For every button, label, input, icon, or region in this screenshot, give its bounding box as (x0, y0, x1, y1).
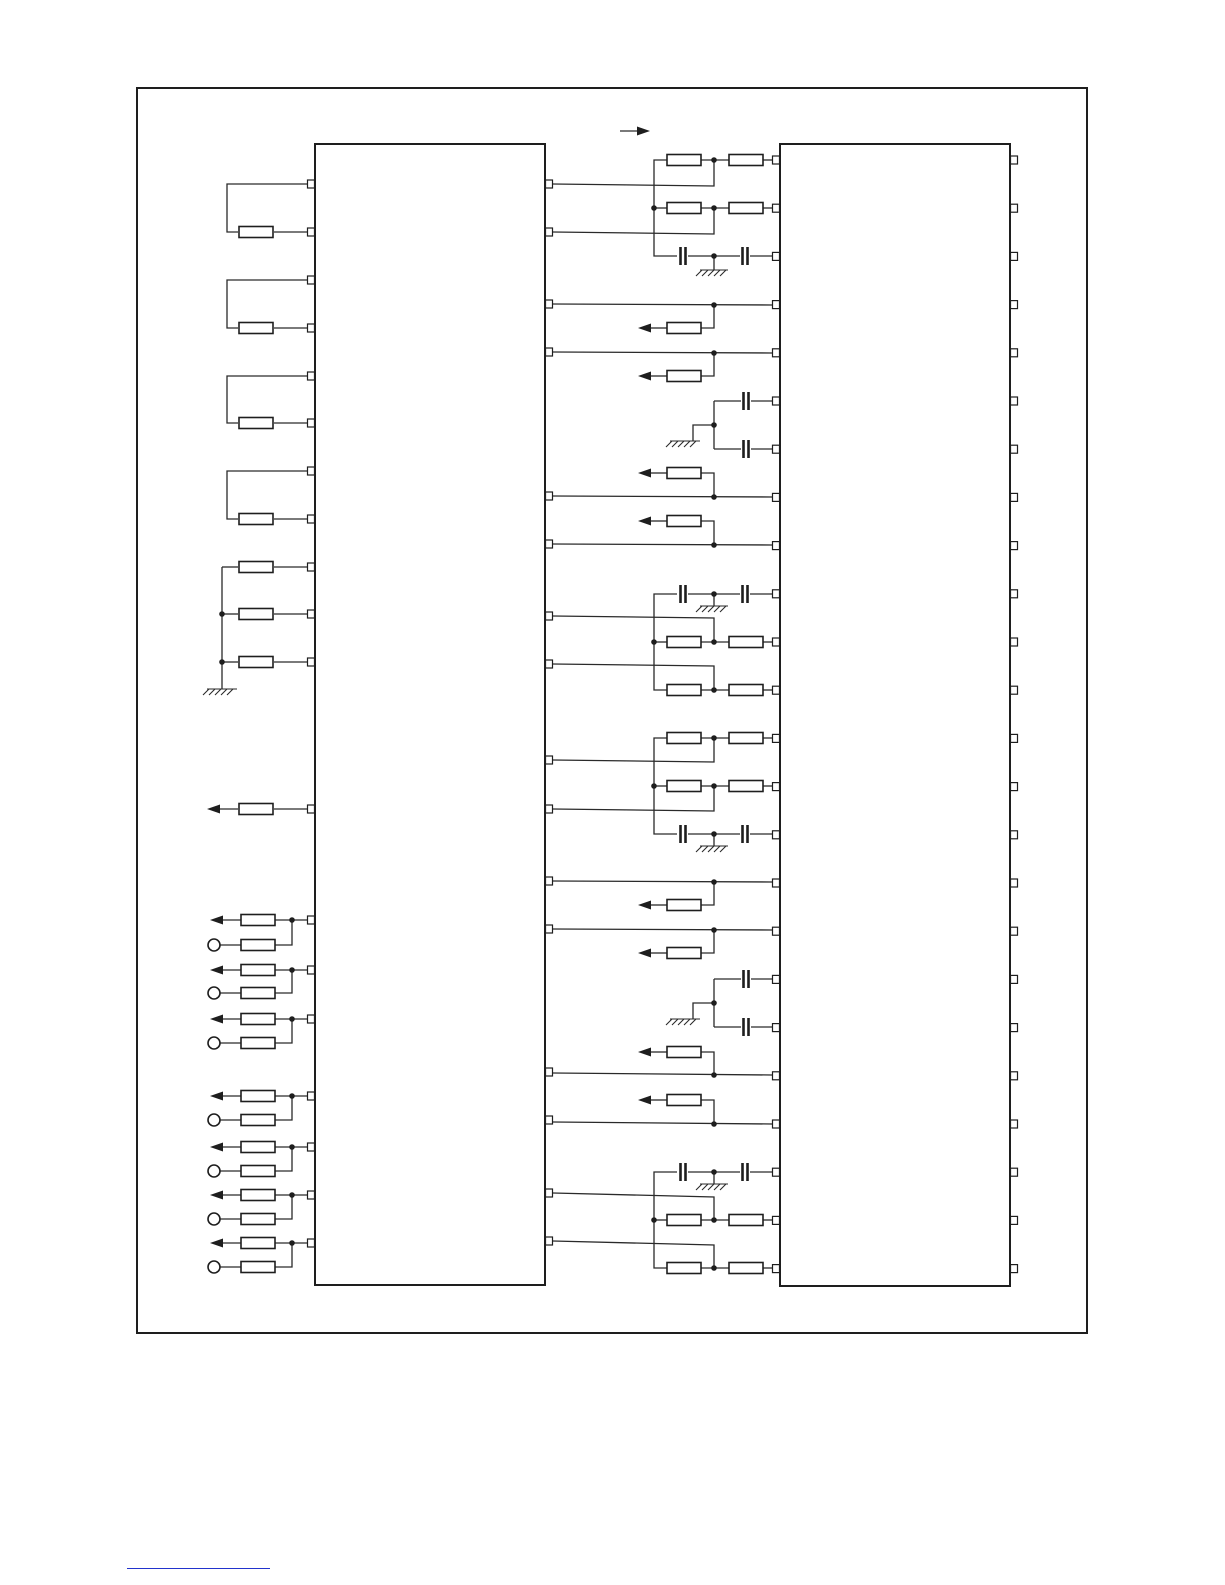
ic-pin (773, 156, 780, 164)
ic-pin (308, 1092, 315, 1100)
ic-pin (773, 686, 780, 694)
signal-arrow-head (210, 1143, 223, 1152)
ic-pin (546, 1237, 553, 1245)
wire (275, 970, 292, 993)
wire (553, 352, 772, 353)
ic-pin (773, 252, 780, 260)
junction-dot (289, 967, 295, 973)
junction-dot (711, 687, 717, 693)
capacitors (681, 247, 749, 1181)
signal-arrow-head (638, 324, 651, 333)
ground-hatch (708, 846, 714, 852)
resistor (667, 637, 701, 648)
ic-pin (308, 1015, 315, 1023)
ic-pin (773, 1265, 780, 1273)
resistor (729, 685, 763, 696)
wire (693, 1003, 714, 1019)
resistor (241, 1038, 275, 1049)
ground-hatch (702, 846, 708, 852)
ic-pin (773, 1216, 780, 1224)
ic-pin (546, 348, 553, 356)
junction-dot (289, 1093, 295, 1099)
wire (553, 304, 772, 305)
resistor (729, 733, 763, 744)
ground-hatch (702, 270, 708, 276)
ic-pin (1011, 831, 1018, 839)
ground-hatch (708, 270, 714, 276)
ic-pin (773, 831, 780, 839)
ground-hatch (708, 606, 714, 612)
ic-pin (1011, 590, 1018, 598)
wire (227, 184, 307, 232)
direction-head (637, 127, 650, 136)
signal-arrow-head (638, 469, 651, 478)
junction-dot (289, 1240, 295, 1246)
junction-dot (711, 639, 717, 645)
ic-pin (773, 493, 780, 501)
ic-pin (546, 300, 553, 308)
resistor (241, 1190, 275, 1201)
junction-dot (289, 917, 295, 923)
resistor (241, 915, 275, 926)
ic-pin (1011, 1072, 1018, 1080)
resistor (241, 1238, 275, 1249)
ground-hatch (678, 441, 684, 447)
ic-pin (546, 877, 553, 885)
ground-hatch (696, 606, 702, 612)
ground-hatch (696, 1184, 702, 1190)
left-ic-box (315, 144, 545, 1285)
resistor (241, 1262, 275, 1273)
junction-dot (711, 1169, 717, 1175)
junction-dot (289, 1016, 295, 1022)
terminal-circle (208, 1165, 220, 1177)
ic-pin (773, 204, 780, 212)
ic-pin (773, 1024, 780, 1032)
ic-pin (773, 1168, 780, 1176)
ic-pin (308, 610, 315, 618)
ground-hatch (720, 1184, 726, 1190)
ic-pin (1011, 734, 1018, 742)
ic-pin (1011, 493, 1018, 501)
ground-hatch (714, 270, 720, 276)
resistor (667, 733, 701, 744)
resistor (239, 227, 273, 238)
signal-arrow-head (210, 1092, 223, 1101)
wire (553, 1073, 772, 1075)
ic-pin (773, 349, 780, 357)
ic-pin (773, 734, 780, 742)
junction-dot (711, 1072, 717, 1078)
ground-hatch (666, 441, 672, 447)
resistor (667, 155, 701, 166)
ic-pin (308, 563, 315, 571)
junction-dot (711, 879, 717, 885)
resistor (667, 781, 701, 792)
ic-pin (546, 1189, 553, 1197)
ground-hatch (672, 441, 678, 447)
junction-dot (711, 1265, 717, 1271)
signal-arrow-head (207, 805, 220, 814)
resistor (729, 781, 763, 792)
resistor (241, 1115, 275, 1126)
ic-pin (1011, 975, 1018, 983)
wire (275, 1195, 292, 1219)
signal-arrow-head (210, 1239, 223, 1248)
ic-pin (773, 927, 780, 935)
ic-pin (1011, 638, 1018, 646)
wire (701, 882, 714, 905)
resistor (667, 948, 701, 959)
wire (275, 1243, 292, 1267)
wire (693, 425, 714, 441)
wire (701, 473, 714, 497)
direction-arrow (620, 127, 650, 136)
resistor (241, 1091, 275, 1102)
right-ic-box (780, 144, 1010, 1286)
ic-pin (773, 397, 780, 405)
terminal-circle (208, 939, 220, 951)
ic-pin (308, 419, 315, 427)
resistor (729, 1215, 763, 1226)
ic-pin (1011, 1216, 1018, 1224)
ic-pin (1011, 879, 1018, 887)
ground-hatch (702, 606, 708, 612)
junction-dot (651, 783, 657, 789)
ic-pin (1011, 1168, 1018, 1176)
ic-pin (546, 492, 553, 500)
signal-arrow-head (638, 372, 651, 381)
resistor (239, 323, 273, 334)
ic-pin (773, 783, 780, 791)
resistor (667, 1047, 701, 1058)
ic-pin (1011, 445, 1018, 453)
ground-hatch (690, 441, 696, 447)
ic-pin (1011, 686, 1018, 694)
ic-pin (308, 467, 315, 475)
terminal-circle (208, 1037, 220, 1049)
resistor (667, 900, 701, 911)
junction-dot (651, 205, 657, 211)
junction-dot (651, 639, 657, 645)
wire (553, 544, 772, 545)
ic-pin (773, 445, 780, 453)
resistor (729, 155, 763, 166)
junction-dot (711, 422, 717, 428)
ic-pin (546, 180, 553, 188)
ground-hatch (702, 1184, 708, 1190)
ground-hatch (696, 846, 702, 852)
junction-dot (711, 783, 717, 789)
ic-pin (773, 879, 780, 887)
signal-arrow-head (210, 1191, 223, 1200)
ic-pin (308, 180, 315, 188)
wire (275, 1096, 292, 1120)
ic-pin (1011, 397, 1018, 405)
resistor (667, 203, 701, 214)
junction-dot (711, 302, 717, 308)
ground-hatch (708, 1184, 714, 1190)
ic-pin (773, 590, 780, 598)
junction-dot (711, 157, 717, 163)
resistor (729, 1263, 763, 1274)
ic-pin (546, 228, 553, 236)
junction-dot (219, 611, 225, 617)
resistor (729, 203, 763, 214)
ground-hatch (714, 606, 720, 612)
resistor (667, 1215, 701, 1226)
junction-dot (711, 927, 717, 933)
ic-pin (1011, 349, 1018, 357)
signal-arrow-head (210, 966, 223, 975)
wire (701, 353, 714, 376)
ic-pin (308, 1239, 315, 1247)
ic-pin (308, 276, 315, 284)
terminals (208, 939, 220, 1273)
ic-pin (546, 805, 553, 813)
ground-hatch (203, 689, 209, 695)
wire (227, 280, 307, 328)
signal-arrow-head (210, 916, 223, 925)
wire (275, 1019, 292, 1043)
ic-pin (308, 228, 315, 236)
ic-pin (773, 638, 780, 646)
ground-hatch (720, 606, 726, 612)
ground-hatch (720, 846, 726, 852)
ground-hatch (666, 1019, 672, 1025)
terminal-circle (208, 1114, 220, 1126)
ic-pin (1011, 301, 1018, 309)
signal-arrow-head (210, 1015, 223, 1024)
ic-pin (546, 756, 553, 764)
resistor (729, 637, 763, 648)
resistor (241, 940, 275, 951)
ic-pin (773, 975, 780, 983)
ground-hatch (672, 1019, 678, 1025)
junction-dot (711, 591, 717, 597)
ic-pin (308, 1191, 315, 1199)
ic-pin (1011, 783, 1018, 791)
resistor (239, 609, 273, 620)
ic-pin (308, 916, 315, 924)
ic-pin (1011, 156, 1018, 164)
ground-hatch (684, 1019, 690, 1025)
junction-dot (711, 542, 717, 548)
footer-link-underline[interactable] (127, 1568, 270, 1569)
resistor (667, 685, 701, 696)
ic-pin (546, 1116, 553, 1124)
wire (553, 496, 772, 497)
resistor (667, 1095, 701, 1106)
ground-hatch (209, 689, 215, 695)
ground-hatch (714, 846, 720, 852)
ic-pin (1011, 1024, 1018, 1032)
ground-hatch (215, 689, 221, 695)
ground-hatch (696, 270, 702, 276)
junction-dot (651, 1217, 657, 1223)
ic-pin (308, 1143, 315, 1151)
resistor (241, 965, 275, 976)
ic-pin (546, 612, 553, 620)
junction-dot (289, 1192, 295, 1198)
junction-dot (711, 1000, 717, 1006)
wire (701, 305, 714, 328)
ground-hatch (690, 1019, 696, 1025)
wire (227, 471, 307, 519)
ic-pin (1011, 542, 1018, 550)
signal-arrow-head (638, 1096, 651, 1105)
ic-pin (1011, 927, 1018, 935)
resistor (667, 371, 701, 382)
resistor (239, 562, 273, 573)
ic-pin (308, 805, 315, 813)
junction-dot (711, 735, 717, 741)
junction-dot (711, 494, 717, 500)
ic-pin (1011, 1120, 1018, 1128)
wire (701, 1100, 714, 1124)
ground-hatch (720, 270, 726, 276)
ic-pin (773, 1072, 780, 1080)
junction-dot (289, 1144, 295, 1150)
ic-pin (546, 1068, 553, 1076)
resistor (239, 418, 273, 429)
wire (701, 930, 714, 953)
wire (553, 929, 772, 930)
ic-pin (308, 966, 315, 974)
junction-dot (711, 831, 717, 837)
signal-arrow-head (638, 1048, 651, 1057)
ic-pin (308, 515, 315, 523)
junction-dot (219, 659, 225, 665)
ic-pin (546, 540, 553, 548)
ic-pin (308, 324, 315, 332)
resistor (241, 1142, 275, 1153)
ic-pin (1011, 1265, 1018, 1273)
ground-hatch (684, 441, 690, 447)
resistor (239, 514, 273, 525)
ground-hatch (221, 689, 227, 695)
junction-dot (711, 205, 717, 211)
wire (275, 920, 292, 945)
resistor (241, 1166, 275, 1177)
resistor (241, 1214, 275, 1225)
ic-pin (1011, 252, 1018, 260)
signal-arrow-head (638, 949, 651, 958)
ic-pin (308, 372, 315, 380)
ic-pin (773, 301, 780, 309)
signal-arrow-head (638, 517, 651, 526)
ic-pin (308, 658, 315, 666)
ic-pin (1011, 204, 1018, 212)
ground-hatch (678, 1019, 684, 1025)
ground-hatch (227, 689, 233, 695)
resistor (667, 516, 701, 527)
ground-hatch (714, 1184, 720, 1190)
terminal-circle (208, 987, 220, 999)
signal-arrow-head (638, 901, 651, 910)
junction-dot (711, 1121, 717, 1127)
resistor (667, 1263, 701, 1274)
resistor (241, 1014, 275, 1025)
ic-pin (773, 1120, 780, 1128)
resistor (239, 657, 273, 668)
resistor (239, 804, 273, 815)
resistor (667, 468, 701, 479)
ic-pin (546, 660, 553, 668)
ic-pin (546, 925, 553, 933)
resistor (667, 323, 701, 334)
wire (701, 521, 714, 545)
wire (275, 1147, 292, 1171)
terminal-circle (208, 1213, 220, 1225)
junction-dot (711, 253, 717, 259)
ic-pin (773, 542, 780, 550)
resistor (241, 988, 275, 999)
terminal-circle (208, 1261, 220, 1273)
wire (553, 1122, 772, 1124)
wire (553, 881, 772, 882)
wire (701, 1052, 714, 1075)
junction-dot (711, 1217, 717, 1223)
junction-dot (711, 350, 717, 356)
wire (227, 376, 307, 423)
